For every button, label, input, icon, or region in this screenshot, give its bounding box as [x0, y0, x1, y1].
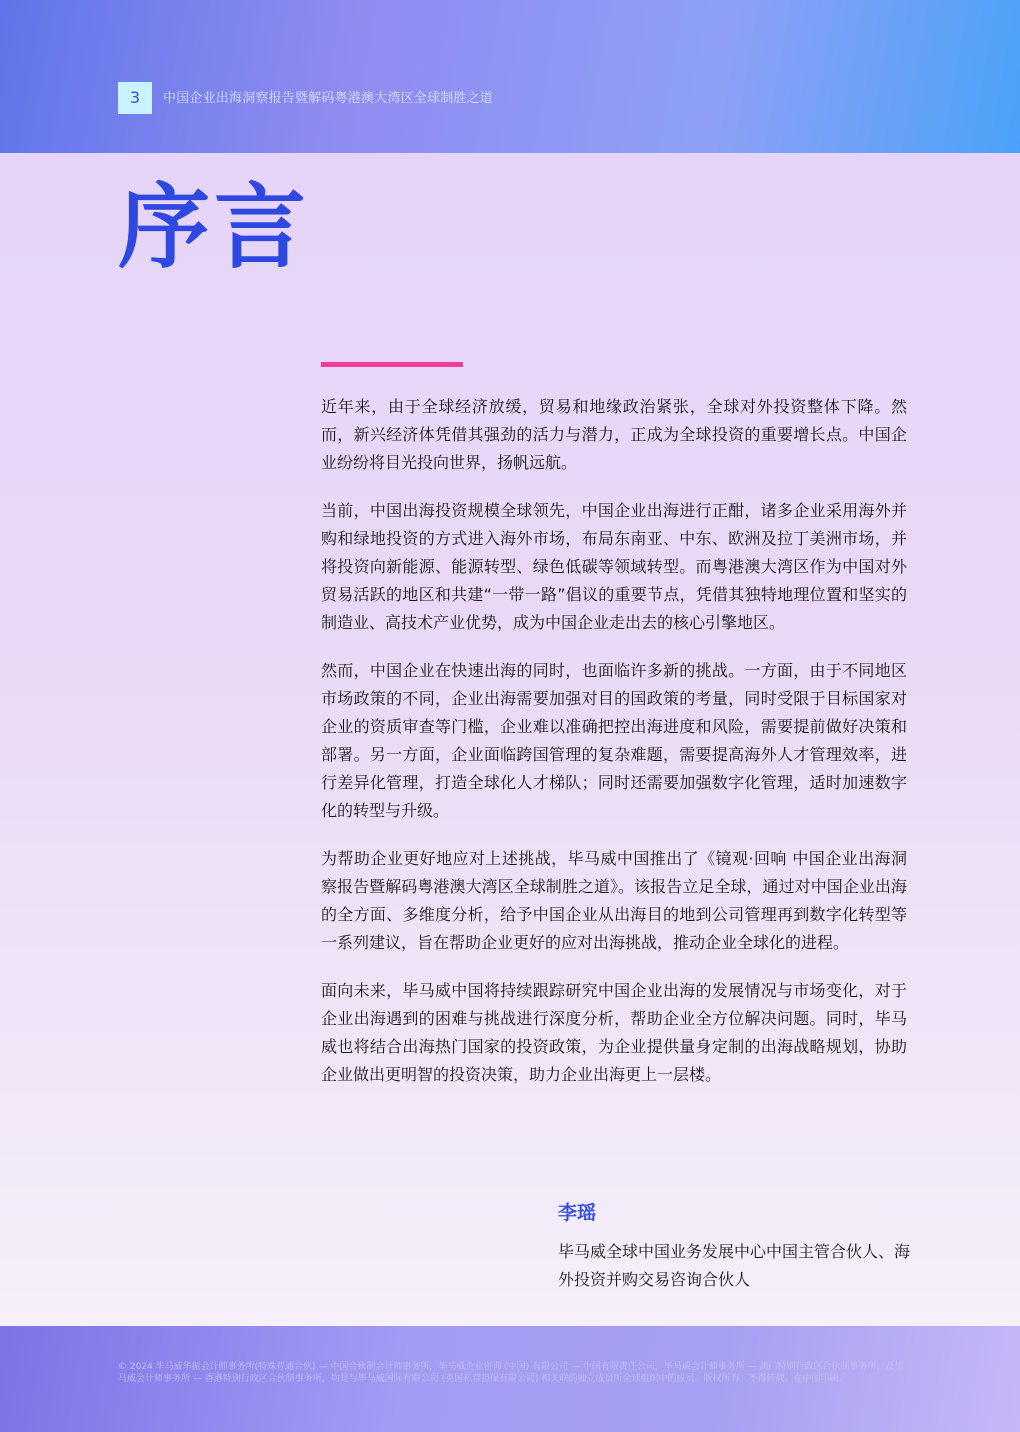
body-text	[321, 393, 907, 1109]
paragraph-3: 然而，中国企业在快速出海的同时，也面临许多新的挑战。一方面，由于不同地区市场政策的不同，企业出海需要加强对目的国政策的考量，同时受限于目标国家对企业的资质审查等门槛，企业难以准确把控出海进度和风险，需要提前做好决策和部署。另一方面，企业面临跨国管理的复杂难题，需要提高海外人才管理效率，进行差异化管理，打造全球化人才梯队；同时还需要加强数字化管理，适时加速数字化的转型与升级。	[321, 661, 907, 820]
header-band	[0, 0, 1020, 153]
footer-legal-text: © 2024 毕马威华振会计师事务所(特殊普通合伙) — 中国合伙制会计师事务所，毕马威企业咨询 (中国) 有限公司 — 中国有限责任公司，毕马威会计师事务所 — 澳门特别行政区合伙制事务所，及毕马威会计师事务所 — 香港特别行政区合伙制事务所，均是与毕马威国际有限公司 (英国私营担保有限公司) 相关联的独立成员所全球组织中的成员。版权所有，不得转载。在中国印刷。	[118, 1362, 904, 1384]
author-title: 毕马威全球中国业务发展中心中国主管合伙人、海外投资并购交易咨询合伙人	[558, 1242, 911, 1289]
accent-divider	[321, 362, 463, 367]
page-number: 3	[118, 82, 152, 114]
paragraph-1: 近年来，由于全球经济放缓，贸易和地缘政治紧张，全球对外投资整体下降。然而，新兴经济体凭借其强劲的活力与潜力，正成为全球投资的重要增长点。中国企业纷纷将目光投向世界，扬帆远航。	[321, 397, 907, 472]
report-title: 中国企业出海洞察报告暨解码粤港澳大湾区全球制胜之道	[163, 91, 494, 106]
author-name: 李瑶	[558, 1202, 597, 1224]
paragraph-2: 当前，中国出海投资规模全球领先，中国企业出海进行正酣，诸多企业采用海外并购和绿地投资的方式进入海外市场，布局东南亚、中东、欧洲及拉丁美洲市场，并将投资向新能源、能源转型、绿色低碳等领域转型。而粤港澳大湾区作为中国对外贸易活跃的地区和共建“一带一路”倡议的重要节点，凭借其独特地理位置和坚实的制造业、高技术产业优势，成为中国企业走出去的核心引擎地区。	[321, 501, 907, 632]
paragraph-4: 为帮助企业更好地应对上述挑战，毕马威中国推出了《镜观·回响 中国企业出海洞察报告暨解码粤港澳大湾区全球制胜之道》。该报告立足全球，通过对中国企业出海的全方面、多维度分析，给予中国企业从出海目的地到公司管理再到数字化转型等一系列建议，旨在帮助企业更好的应对出海挑战，推动企业全球化的进程。	[321, 849, 907, 952]
paragraph-5: 面向未来，毕马威中国将持续跟踪研究中国企业出海的发展情况与市场变化，对于企业出海遇到的困难与挑战进行深度分析，帮助企业全方位解决问题。同时，毕马威也将结合出海热门国家的投资政策，为企业提供量身定制的出海战略规划，协助企业做出更明智的投资决策，助力企业出海更上一层楼。	[321, 981, 907, 1084]
page-title: 序言	[118, 174, 311, 281]
